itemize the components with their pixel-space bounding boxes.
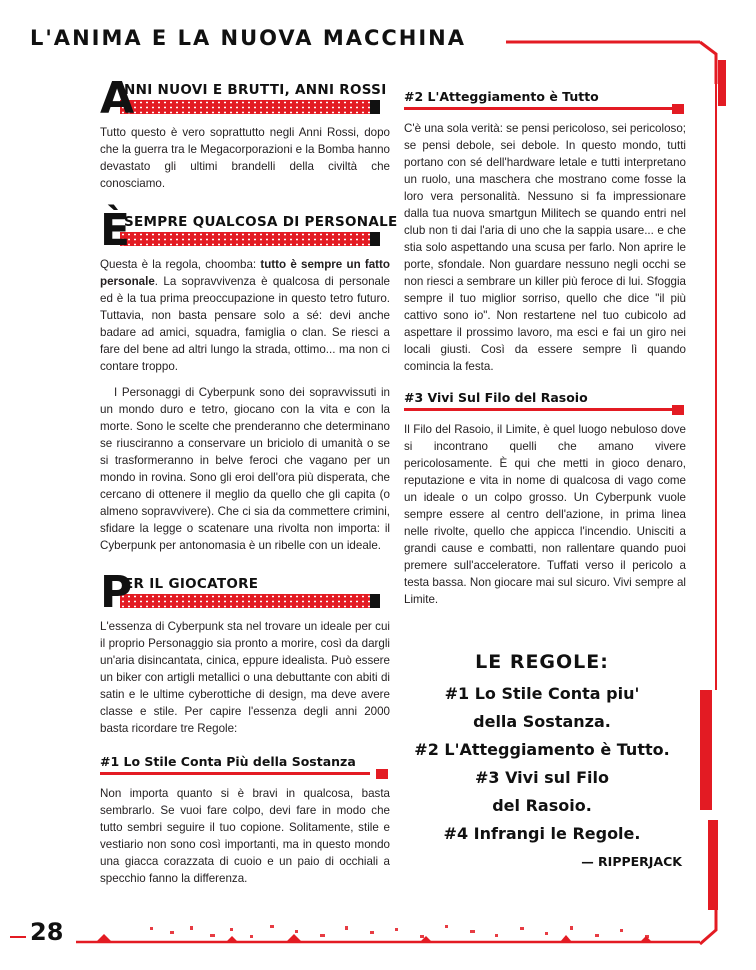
section-title: ER IL GIOCATORE <box>124 576 259 592</box>
rule-header-3 <box>404 389 686 411</box>
quote-line: #1 Lo Stile Conta piu' <box>444 684 640 703</box>
text-run: . La sopravvivenza è qualcosa di personale ed è la tua prima preoccupazione in questo tetro futuro. Tuttavia, non basta pensare solo a sé: devi anche badare ad amici, squadra, famiglia o clan. Se riesci a fare del bene ad altri lungo la strada, ottimo... ma non ci contare troppo. <box>100 275 390 373</box>
red-rule <box>404 107 674 110</box>
drop-cap: A <box>100 73 135 124</box>
paragraph <box>100 256 390 375</box>
paragraph: Non importa quanto si è bravi in qualcosa, basta sembrarlo. Se vuoi fare colpo, devi fare in modo che tutto sembri seguire il tuo copione. Solitamente, stile e vestiario non sono così importanti, ma in questo mondo una giacca corazzata di cuoio e un paio di occhiali a specchio fanno la differenza. <box>100 787 390 885</box>
section-header-personale <box>100 205 398 256</box>
header-strip-end <box>370 100 380 114</box>
rule-header-1 <box>100 753 390 775</box>
section-header-anni-rossi <box>100 73 390 124</box>
right-column <box>404 88 686 608</box>
quote-line: della Sostanza. <box>473 712 611 731</box>
quote-title: LE REGOLE: <box>475 651 609 673</box>
quote-line: #4 Infrangi le Regole. <box>443 824 641 843</box>
rule-title: #2 L'Atteggiamento è Tutto <box>404 89 599 104</box>
quote-line: #2 L'Atteggiamento è Tutto. <box>414 740 670 759</box>
header-strip-end <box>370 232 380 246</box>
section-title: SEMPRE QUALCOSA DI PERSONALE <box>124 214 398 230</box>
section-header-giocatore <box>100 567 390 618</box>
rule-title: #3 Vivi Sul Filo del Rasoio <box>404 390 588 405</box>
page-number: 28 <box>30 918 64 946</box>
header-strip <box>120 100 378 114</box>
header-strip <box>120 232 378 246</box>
section-title: NNI NUOVI E BRUTTI, ANNI ROSSI <box>124 82 387 98</box>
red-rule <box>404 408 674 411</box>
quote-line: del Rasoio. <box>492 796 592 815</box>
page-title: L'ANIMA E LA NUOVA MACCHINA <box>30 26 467 50</box>
paragraph: I Personaggi di Cyberpunk sono dei sopravvissuti in un mondo duro e tetro, giocano con la vita e con la morte. Sono le scelte che prenderanno che determinano se riusciranno a conservare un briciolo di umanità o se si trasformeranno in belve feroci che vagano per un mondo in rovina. Sono gli eroi dell'ora più disperata, che cercano di ottenere il meglio da quello che gli capita (o almeno sopravvivere). Che ci sia da commettere crimini, sfidare la legge o scatenare una rivolta non importa: il Cyberpunk per antonomasia è un ribelle con un ideale. <box>100 386 390 552</box>
left-column <box>100 73 398 887</box>
rule-title: #1 Lo Stile Conta Più della Sostanza <box>100 754 356 769</box>
paragraph: Il Filo del Rasoio, il Limite, è quel luogo nebuloso dove si incontrano quelli che amano vivere pericolosamente. È qui che metti in gioco denaro, reputazione e vita in nome di qualcosa di vago come un ideale o un colpo grosso. Un Cyberpunk vuole sempre essere al centro dell'azione, in prima linea nelle rivolte, quello che appicca l'incendio. Unisciti a grandi cause e combatti, non rallentare quando puoi premere sull'acceleratore. Tuffati verso il pericolo a testa bassa. Non giocare mai sul sicuro. Vivi sempre al Limite. <box>404 423 686 606</box>
red-rule <box>100 772 370 775</box>
header-strip <box>120 594 378 608</box>
red-square <box>672 104 684 114</box>
quote-author: — RIPPERJACK <box>581 854 682 869</box>
red-square <box>376 769 388 779</box>
text-run: Questa è la regola, choomba: <box>100 258 261 271</box>
quote-line: #3 Vivi sul Filo <box>474 768 610 787</box>
rule-header-2 <box>404 88 686 110</box>
bold-text: tutto è sempre un fatto personale <box>100 258 390 288</box>
paragraph: C'è una sola verità: se pensi pericoloso, sei pericoloso; se pensi debole, sei debole. In questo mondo, tutti portano con sé dell'hardware letale e tutti interpretano un ruolo, una maschera che mostrano come fosse la loro vera personalità. Nessuno si fa impressionare dalla tua nuova smartgun Militech se quando entri nel club non ti dai l'aria di uno che la sappia usare... e che stia solo aspettando una scusa per farlo. Non aprire le porte, sfondale. Non guardare nessuno negli occhi se non riesci a sembrare un killer più feroce di lui. Sfoggia sempre il tuo miglior sorriso, quello che dice "il più cattivo sono io". Non restartene nel tuo cubicolo ad aspettare il prossimo lavoro, ma esci e fai un giro nei locali giusti. Così da essere sempre lì quando comincia la festa. <box>404 122 686 373</box>
rules-quote <box>392 648 692 876</box>
header-strip-end <box>370 594 380 608</box>
drop-cap: P <box>100 567 133 618</box>
drop-cap: È <box>100 205 131 256</box>
red-square <box>672 405 684 415</box>
paragraph: L'essenza di Cyberpunk sta nel trovare un ideale per cui il proprio Personaggio sia pronto a morire, così da dargli un'aria disincantata, cinica, eppure idealista. Può essere un biker con artigli metallici o una debuttante con abiti di satin e le ultime cyberottiche di design, ma deve avere classe e stile. Per capire l'essenza degli anni 2000 basta ricordare tre Regole: <box>100 620 390 735</box>
paragraph: Tutto questo è vero soprattutto negli Anni Rossi, dopo che la guerra tra le Megacorporazioni e la Bomba hanno devastato gli ultimi brandelli della civiltà che conosciamo. <box>100 126 390 190</box>
